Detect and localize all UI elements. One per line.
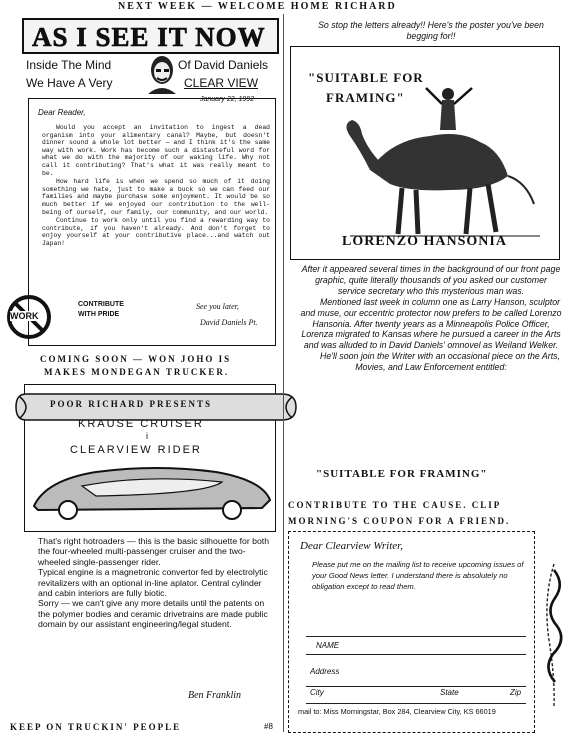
- masthead-sub-left-2: We Have A Very: [26, 76, 113, 90]
- city-state-zip-field[interactable]: [306, 703, 526, 704]
- name-label: NAME: [316, 641, 340, 650]
- stamp-text: WORK: [10, 311, 39, 321]
- signature-line[interactable]: [306, 636, 526, 637]
- car-line-1: KRAUSE CRUISER: [78, 418, 204, 430]
- city-label: City: [310, 688, 324, 697]
- masthead-sub-left-1: Inside The Mind: [26, 58, 112, 72]
- contribute-line-1: CONTRIBUTE: [78, 301, 124, 308]
- lorenzo-paragraph: He'll soon join the Writer with an occasional piece on the Arts, Movies, and Law Enforcement entitled:: [320, 351, 560, 373]
- contribute-text: [78, 300, 124, 320]
- poster-intro: So stop the letters already!! Here's the poster you've been begging for!!: [318, 20, 544, 41]
- lorenzo-paragraph: After it appeared several times in the background of our front page graphic, quite literally thousands of you asked our customer service secretary who this mysterious man was.: [301, 264, 561, 296]
- footer-banner: KEEP ON TRUCKIN' PEOPLE: [10, 722, 182, 732]
- hotrod-signature: Ben Franklin: [188, 690, 242, 701]
- masthead-title: AS I SEE IT NOW: [32, 22, 266, 52]
- coming-soon-banner-2: MAKES MONDEGAN TRUCKER.: [44, 367, 230, 377]
- masthead-sub-right-2: CLEAR VIEW: [184, 76, 259, 90]
- poster-title-1: "SUITABLE FOR: [308, 70, 424, 85]
- no-work-stamp: [5, 293, 53, 341]
- hotrod-article: [38, 536, 270, 630]
- state-label: State: [440, 688, 459, 697]
- zip-label: Zip: [510, 688, 522, 697]
- address-field[interactable]: [306, 686, 526, 687]
- name-field[interactable]: [306, 654, 526, 655]
- car-line-3: CLEARVIEW RIDER: [70, 444, 202, 456]
- coupon-banner-2: MORNING'S COUPON FOR A FRIEND.: [288, 516, 511, 526]
- lorenzo-article: [300, 264, 562, 373]
- lorenzo-paragraph: Mentioned last week in column one as Larry Hanson, sculptor and muse, our eccentric protector now prefers to be called Lorenzo Hansonia. After twenty years as a Minneapolis Police Officer, Lorenza migrated to Kansas where he pursued a career in the Arts and was alluded to in David Daniels' omnovel as Weiland Welker.: [300, 296, 562, 351]
- masthead-date: January 22, 1992: [200, 96, 255, 103]
- hotrod-paragraph: Sorry — we can't give any more details until the patents on the polymer bodies and ceramic drivetrains are made public domain by our assistant engineering/legal student.: [38, 598, 268, 630]
- author-portrait-icon: [144, 52, 180, 94]
- masthead-title-frame: [22, 18, 279, 54]
- scissors-cut-line-icon: [539, 560, 569, 710]
- page-number: #8: [264, 722, 273, 731]
- car-silhouette-icon: [26, 460, 274, 524]
- coupon-body: Please put me on the mailing list to receive upcoming issues of your Good News letter. I understand there is absolutely no obligation except to read them.: [312, 560, 524, 591]
- letter-signature: David Daniels Pt.: [200, 318, 258, 327]
- coupon-banner-1: CONTRIBUTE TO THE CAUSE. CLIP: [288, 500, 502, 510]
- hotrod-paragraph: Typical engine is a magnetronic convertor fed by electrolytic revitalizers with an optional in-line aplator. Central cylinder and cabin interiors are fully biotic.: [38, 567, 268, 599]
- car-line-2: i: [146, 431, 148, 441]
- coupon-heading: Dear Clearview Writer,: [300, 540, 403, 552]
- letter-paragraph: Continue to work only until you find a rewarding way to contribute, if you haven't already. And don't forget to enjoy yourself at your contributive place...and watch out Japan!: [42, 217, 270, 247]
- camel-rider-icon: [330, 80, 556, 240]
- letter-body: [42, 124, 270, 248]
- letter-salutation: Dear Reader,: [38, 108, 86, 117]
- mail-to: mail to: Miss Morningstar, Box 284, Clearview City, KS 66019: [298, 707, 496, 716]
- poster-title-2: FRAMING": [326, 90, 405, 105]
- hotrod-paragraph: That's right hotroaders — this is the basic silhouette for both the four-wheeled multi-passenger cruiser and the two-wheeled single-passenger rider.: [38, 536, 270, 567]
- letter-paragraph: How hard life is when we spend so much of it doing something we hate, just to make a buck so we can feed our families and maybe purchase some enjoyment. It would be so much better if we enjoyed our contribution to the well-being of ourself, our family, our community, and our world.: [42, 178, 270, 216]
- masthead-sub-right-1: Of David Daniels: [178, 58, 269, 72]
- article-title: "SUITABLE FOR FRAMING": [316, 468, 488, 480]
- column-divider: [283, 14, 284, 732]
- address-label: Address: [310, 667, 340, 676]
- poster-name: LORENZO HANSONIA: [342, 234, 507, 249]
- contribute-line-2: WITH PRIDE: [78, 311, 120, 318]
- letter-paragraph: Would you accept an invitation to ingest a dead organism into your alimentary canal? Maybe, but doesn't dinner sound a whole lot better — and I think it's the same way with work. Work has become such a distasteful word for what we do with the majority of our waking life. Why not call it contributing? That's what it was really meant to be.: [42, 124, 270, 177]
- scroll-text: POOR RICHARD PRESENTS: [50, 399, 213, 409]
- top-banner: NEXT WEEK — WELCOME HOME RICHARD: [118, 1, 397, 12]
- letter-closing: See you later,: [196, 302, 239, 311]
- coming-soon-banner-1: COMING SOON — WON JOHO IS: [40, 354, 232, 364]
